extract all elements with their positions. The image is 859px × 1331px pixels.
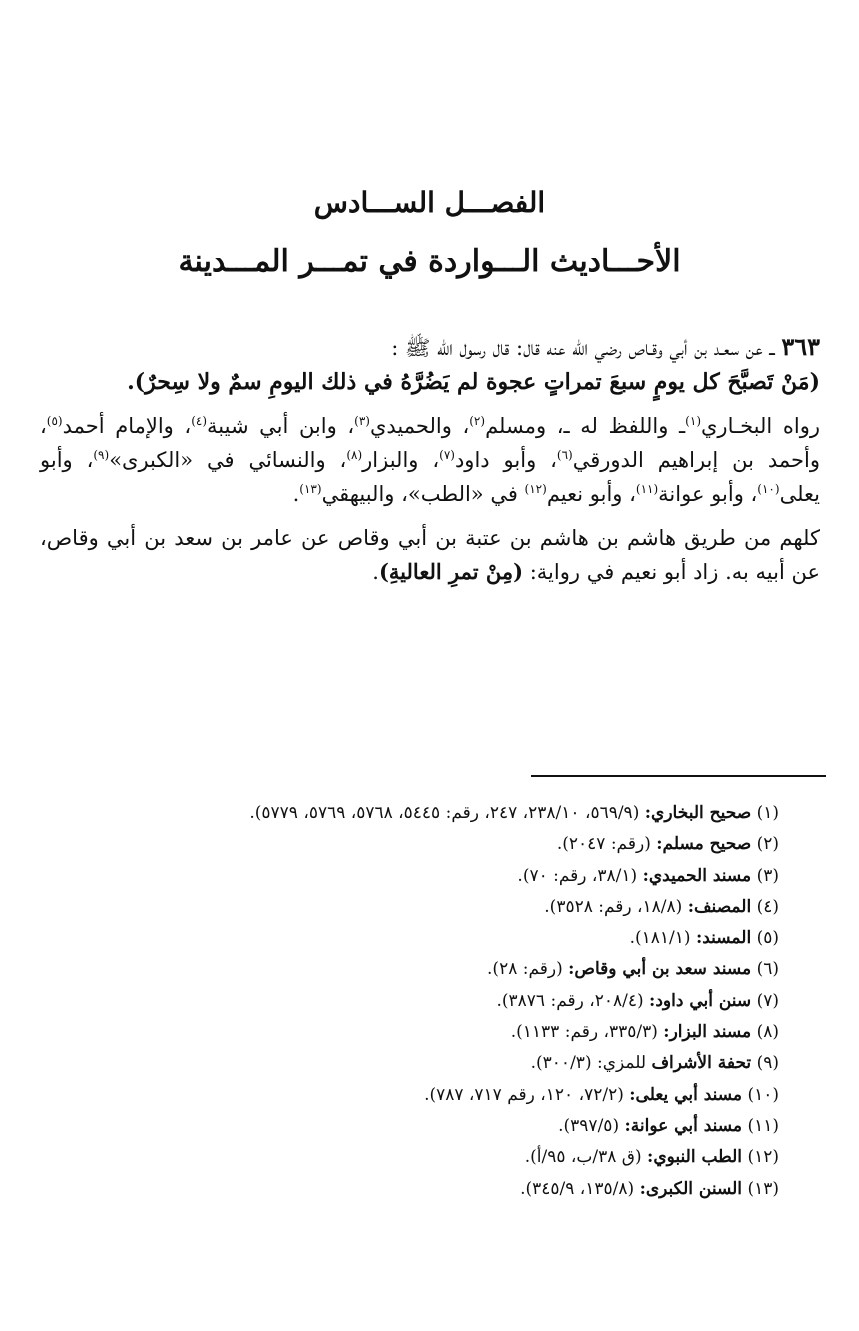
footnote-item bbox=[59, 861, 779, 892]
narration-text: ، والحميدي bbox=[369, 414, 470, 438]
narration-text: ، والبزار bbox=[362, 448, 440, 472]
footnote-source: مسند أبي يعلى: bbox=[629, 1084, 743, 1105]
footnote-item bbox=[59, 1174, 779, 1205]
footnote-number: (٨) bbox=[756, 1022, 779, 1043]
footnote-ref[interactable]: (١) bbox=[685, 414, 701, 428]
footnote-detail: (٥٦٩/٩، ٢٣٨/١٠، ٢٤٧، رقم: ٥٤٤٥، ٥٧٦٨، ٥٧٦٩، ٥٧٧٩). bbox=[249, 803, 645, 823]
footnote-number: (٥) bbox=[756, 928, 779, 949]
narration-text: ، والإمام أحمد bbox=[62, 414, 192, 438]
footnote-source: صحيح البخاري: bbox=[644, 803, 752, 823]
footnote-detail: (٣٨/١، رقم: ٧٠). bbox=[517, 865, 643, 886]
footnote-source: السنن الكبرى: bbox=[639, 1178, 743, 1199]
footnote-ref[interactable]: (١٣) bbox=[299, 482, 322, 496]
chain-text: كلهم من طريق هاشم بن هاشم بن عتبة بن أبي وقاص عن عامر بن سعد بن أبي وقاص، عن أبيه به. زاد أبو نعيم في رواية: bbox=[40, 526, 820, 584]
hadith-paragraph bbox=[40, 330, 820, 399]
narration-text: ، وأبو نعيم bbox=[546, 482, 636, 506]
footnote-detail: (٢٠٨/٤، رقم: ٣٨٧٦). bbox=[496, 990, 650, 1011]
footnote-ref[interactable]: (١٢) bbox=[524, 482, 547, 496]
footnote-detail: (١٨١/١). bbox=[629, 928, 696, 949]
footnote-detail: (٣٩٧/٥). bbox=[558, 1115, 625, 1136]
footnote-item bbox=[59, 1111, 779, 1142]
footnote-source: مسند أبي عوانة: bbox=[624, 1115, 743, 1136]
footnote-ref[interactable]: (٢) bbox=[469, 414, 486, 428]
narration-text: ـ واللفظ له ـ، ومسلم bbox=[485, 414, 686, 438]
footnote-ref[interactable]: (١٠) bbox=[757, 482, 780, 496]
hadith-section bbox=[40, 330, 820, 599]
footnote-detail: (رقم: ٢٠٤٧). bbox=[556, 834, 657, 855]
footnote-detail: (ق ٣٨/ب، ٩٥/أ). bbox=[524, 1147, 648, 1168]
footnote-source: الطب النبوي: bbox=[647, 1147, 743, 1168]
footnote-detail: (٣٣٥/٣، رقم: ١١٣٣). bbox=[510, 1022, 664, 1043]
footnote-number: (٩) bbox=[756, 1053, 779, 1074]
footnote-source: مسند البزار: bbox=[663, 1022, 752, 1043]
footnote-source: تحفة الأشراف bbox=[651, 1053, 752, 1074]
chapter-subtitle: الأحـــاديث الـــواردة في تمـــر المـــدينة bbox=[178, 244, 681, 279]
footnote-ref[interactable]: (١١) bbox=[635, 482, 659, 496]
chain-text: . bbox=[372, 560, 379, 584]
footnote-item bbox=[59, 1048, 779, 1079]
footnote-detail: (رقم: ٢٨). bbox=[487, 959, 569, 980]
footnote-number: (٣) bbox=[756, 865, 779, 886]
footnote-item bbox=[59, 923, 779, 954]
footnote-number: (١) bbox=[756, 803, 779, 823]
narration-text: ، وأبو عوانة bbox=[658, 482, 758, 506]
footnote-ref[interactable]: (٤) bbox=[191, 414, 208, 428]
footnote-item bbox=[59, 892, 779, 923]
narration-text: ، والنسائي في «الكبرى» bbox=[109, 448, 347, 472]
footnote-ref[interactable]: (٧) bbox=[439, 448, 455, 462]
footnote-number: (٢) bbox=[756, 834, 779, 855]
chain-paragraph bbox=[40, 521, 820, 589]
narration-text: ، وأحمد بن إبراهيم الدورقي bbox=[40, 414, 820, 472]
hadith-intro: ــ عن سعـد بن أبي وقـاص رضي الله عنه قال: قال رسول الله ﷺ : bbox=[391, 336, 782, 360]
narration-text: . bbox=[292, 482, 300, 506]
footnote-item bbox=[59, 954, 779, 985]
hadith-number: ٣٦٣ bbox=[781, 332, 820, 361]
footnote-ref[interactable]: (٦) bbox=[556, 448, 573, 462]
footnote-source: صحيح مسلم: bbox=[656, 834, 752, 855]
footnote-item bbox=[59, 798, 779, 829]
footnote-item bbox=[59, 1080, 779, 1111]
footnote-detail: للمزي: (٣٠٠/٣). bbox=[530, 1053, 652, 1074]
footnote-source: مسند سعد بن أبي وقاص: bbox=[568, 959, 752, 980]
narration-text: رواه البخـاري bbox=[701, 414, 820, 438]
footnote-separator bbox=[531, 775, 826, 777]
narration-text: ، وأبو يعلى bbox=[40, 448, 820, 506]
footnote-ref[interactable]: (٣) bbox=[354, 414, 370, 428]
footnote-item bbox=[59, 986, 779, 1017]
footnote-ref[interactable]: (٨) bbox=[346, 448, 363, 462]
footnote-item bbox=[59, 1017, 779, 1048]
chapter-title: الفصـــل الســـادس bbox=[313, 186, 546, 219]
narration-text: في «الطب»، والبيهقي bbox=[321, 482, 525, 506]
footnote-number: (١٠) bbox=[747, 1084, 779, 1105]
footnote-source: المسند: bbox=[695, 928, 752, 949]
footnote-ref[interactable]: (٥) bbox=[46, 414, 63, 428]
hadith-text: (مَنْ تَصبَّحَ كل يومٍ سبعَ تمراتٍ عجوة لم يَضُرَّهُ في ذلك اليومِ سمٌ ولا سِحرٌ). bbox=[127, 369, 820, 395]
addition-text: (مِنْ تمرِ العاليةِ) bbox=[378, 559, 524, 584]
footnote-number: (٧) bbox=[756, 990, 779, 1011]
footnote-number: (٤) bbox=[756, 896, 779, 917]
narration-text: ، وابن أبي شيبة bbox=[207, 414, 355, 438]
footnote-ref[interactable]: (٩) bbox=[93, 448, 110, 462]
narration-paragraph bbox=[40, 409, 820, 511]
footnote-number: (١٣) bbox=[747, 1178, 779, 1199]
footnote-item bbox=[59, 1142, 779, 1173]
footnote-detail: (١٣٥/٨، ٣٤٥/٩). bbox=[520, 1178, 640, 1199]
footnote-detail: (١٨/٨، رقم: ٣٥٢٨). bbox=[544, 896, 688, 917]
footnote-number: (١٢) bbox=[747, 1147, 779, 1168]
footnote-number: (٦) bbox=[756, 959, 779, 980]
footnote-source: المصنف: bbox=[687, 896, 752, 917]
footnote-item bbox=[59, 829, 779, 860]
footnote-source: سنن أبي داود: bbox=[649, 990, 752, 1011]
footnotes-list bbox=[59, 798, 779, 1205]
footnote-number: (١١) bbox=[747, 1115, 779, 1136]
footnote-detail: (٧٢/٢، ١٢٠، رقم ٧١٧، ٧٨٧). bbox=[424, 1084, 630, 1105]
narration-text: ، وأبو داود bbox=[454, 448, 557, 472]
footnote-source: مسند الحميدي: bbox=[642, 865, 752, 886]
